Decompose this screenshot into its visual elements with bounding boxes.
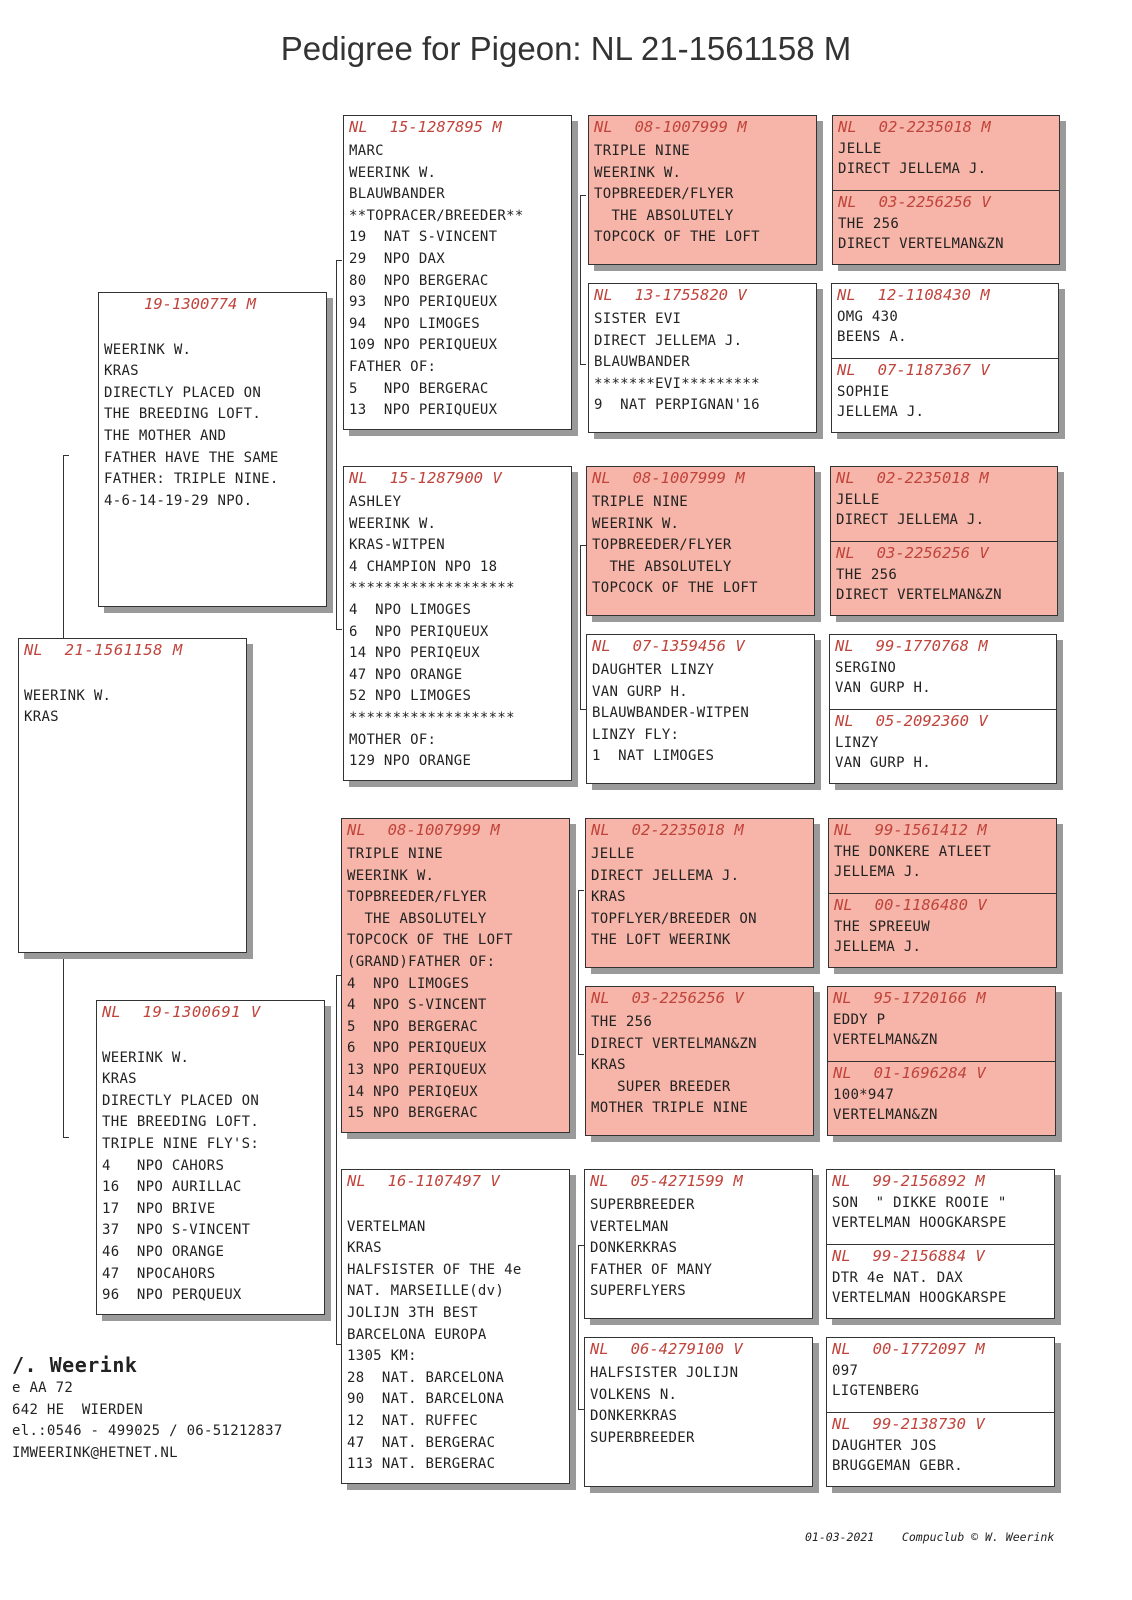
card-line: THE LOFT WEERINK: [591, 932, 731, 949]
ring-number: 12-1108430 M: [877, 286, 990, 304]
card-line: (GRAND)FATHER OF:: [347, 953, 496, 970]
card-line: MOTHER TRIPLE NINE: [591, 1100, 749, 1117]
card-line: 4 NPO S-VINCENT: [347, 997, 487, 1014]
card-line: *******************: [349, 580, 515, 597]
country-code: NL: [594, 118, 613, 136]
card-line: TOPBREEDER/FLYER: [594, 186, 734, 203]
gen4-card-3: [586, 466, 815, 616]
card-line: BEENS A.: [837, 329, 907, 345]
country-code: NL: [347, 1172, 366, 1190]
gen4-card-2: [588, 283, 817, 433]
ring-number: 95-1720166 M: [873, 989, 986, 1007]
card-line: SUPERBREEDER: [590, 1429, 695, 1446]
card-line: 46 NPO ORANGE: [102, 1243, 225, 1260]
card-line: 93 NPO PERIQUEUX: [349, 294, 498, 311]
card-line: LINZY FLY:: [592, 726, 680, 743]
card-line: OMG 430: [837, 309, 899, 325]
card-line: WEERINK W.: [594, 164, 682, 181]
gen5-pair-3: [830, 466, 1058, 616]
card-line: 1305 KM:: [347, 1348, 417, 1365]
card-line: VERTELMAN&ZN: [833, 1107, 938, 1123]
card-line: 15 NPO BERGERAC: [347, 1105, 478, 1122]
card-line: 13 NPO PERIQUEUX: [349, 402, 498, 419]
card-line: NAT. MARSEILLE(dv): [347, 1283, 505, 1300]
card-line: DIRECT JELLEMA J.: [594, 332, 743, 349]
card-line: 52 NPO LIMOGES: [349, 688, 472, 705]
card-line: 6 NPO PERIQUEUX: [349, 623, 489, 640]
gen5-pair-7: [826, 1169, 1055, 1319]
country-code: NL: [347, 821, 366, 839]
card-line: 29 NPO DAX: [349, 250, 446, 267]
card-line: 16 NPO AURILLAC: [102, 1179, 242, 1196]
card-line: SISTER EVI: [594, 311, 682, 327]
dam-entry: [833, 190, 1059, 263]
card-line: THE MOTHER AND: [104, 427, 227, 444]
card-line: JELLEMA J.: [834, 939, 922, 955]
card-line: JELLEMA J.: [837, 404, 925, 420]
country-code: NL: [832, 1247, 851, 1265]
country-code: NL: [835, 637, 854, 655]
card-line: KRAS: [591, 889, 626, 906]
card-line: 4 NPO LIMOGES: [347, 975, 470, 992]
gen4-card-4: [586, 634, 815, 784]
card-line: TOPCOCK OF THE LOFT: [347, 932, 513, 949]
card-line: TOPBREEDER/FLYER: [592, 537, 732, 554]
card-line: SUPER BREEDER: [591, 1078, 731, 1095]
country-code: NL: [349, 469, 368, 487]
card-line: DIRECTLY PLACED ON: [104, 384, 262, 401]
card-line: THE DONKERE ATLEET: [834, 844, 992, 860]
card-line: 4 NPO LIMOGES: [349, 601, 472, 618]
ring-number: 13-1755820 V: [634, 286, 747, 304]
card-line: FATHER: TRIPLE NINE.: [104, 471, 279, 488]
card-line: [104, 318, 326, 340]
card-line: DIRECTLY PLACED ON: [102, 1092, 260, 1109]
card-line: 100*947: [833, 1087, 895, 1103]
card-line: WEERINK W.: [24, 687, 112, 704]
card-line: el.:0546 - 499025 / 06-51212837: [12, 1423, 283, 1440]
card-line: LINZY: [835, 735, 879, 751]
card-line: 17 NPO BRIVE: [102, 1200, 216, 1217]
card-line: WEERINK W.: [349, 515, 437, 532]
country-code: NL: [836, 544, 855, 562]
card-line: BRUGGEMAN GEBR.: [832, 1458, 963, 1474]
gen4-card-1: [588, 115, 817, 265]
card-line: *******************: [349, 709, 515, 726]
ring-number: 01-1696284 V: [873, 1064, 986, 1082]
gen4-card-8: [584, 1337, 813, 1487]
card-line: 94 NPO LIMOGES: [349, 315, 480, 332]
country-code: NL: [836, 469, 855, 487]
card-line: MARC: [349, 143, 384, 159]
gen3-card-2: [343, 466, 572, 781]
sire-entry: [829, 819, 1056, 893]
card-line: SUPERFLYERS: [590, 1283, 687, 1300]
father-card: [98, 292, 327, 607]
footer-credit: 01-03-2021 Compuclub © W. Weerink: [805, 1530, 1055, 1544]
country-code: NL: [102, 1003, 121, 1021]
connector-gen3-3: [578, 890, 584, 1055]
mother-card: [96, 1000, 325, 1315]
card-line: VAN GURP H.: [835, 680, 932, 696]
country-code: NL: [838, 193, 857, 211]
ring-number: 05-2092360 V: [875, 712, 988, 730]
card-line: **TOPRACER/BREEDER**: [349, 207, 524, 224]
card-line: THE 256: [838, 216, 900, 232]
card-line: LIGTENBERG: [832, 1383, 920, 1399]
sire-entry: [830, 635, 1056, 709]
card-line: BLAUWBANDER-WITPEN: [592, 705, 750, 722]
ring-number: 03-2256256 V: [876, 544, 989, 562]
country-code: NL: [591, 989, 610, 1007]
card-line: 37 NPO S-VINCENT: [102, 1222, 251, 1239]
ring-number: 99-2156892 M: [872, 1172, 985, 1190]
sire-entry: [832, 284, 1058, 358]
card-line: FATHER HAVE THE SAME: [104, 449, 279, 466]
country-code: NL: [838, 118, 857, 136]
card-line: 4 CHAMPION NPO 18: [349, 558, 498, 575]
sire-entry: [828, 987, 1055, 1061]
ring-number: 05-4271599 M: [630, 1172, 743, 1190]
gen5-pair-2: [831, 283, 1059, 433]
gen4-card-5: [585, 818, 814, 968]
ring-number: 19-1300691 V: [142, 1003, 261, 1021]
ring-number: 02-2235018 M: [876, 469, 989, 487]
card-line: HALFSISTER JOLIJN: [590, 1365, 739, 1381]
card-line: THE SPREEUW: [834, 919, 931, 935]
card-line: DONKERKRAS: [590, 1240, 678, 1257]
card-line: 6 NPO PERIQUEUX: [347, 1040, 487, 1057]
card-line: BLAUWBANDER: [349, 186, 446, 203]
card-line: SOPHIE: [837, 384, 890, 400]
card-line: THE ABSOLUTELY: [592, 558, 732, 575]
card-line: WEERINK W.: [102, 1049, 190, 1066]
card-line: DIRECT VERTELMAN&ZN: [591, 1035, 757, 1052]
card-line: 96 NPO PERQUEUX: [102, 1287, 242, 1304]
card-line: THE BREEDING LOFT.: [102, 1114, 260, 1131]
card-line: BLAUWBANDER: [594, 354, 691, 371]
card-line: SON " DIKKE ROOIE ": [832, 1195, 1007, 1211]
country-code: NL: [832, 1172, 851, 1190]
card-line: THE 256: [591, 1014, 653, 1030]
country-code: NL: [590, 1340, 609, 1358]
card-line: DAUGHTER JOS: [832, 1438, 937, 1454]
card-line: WEERINK W.: [104, 341, 192, 358]
card-line: JELLE: [838, 141, 882, 157]
card-line: DIRECT VERTELMAN&ZN: [836, 587, 1002, 603]
country-code: NL: [24, 641, 43, 659]
ring-number: 00-1772097 M: [872, 1340, 985, 1358]
ring-number: 99-2138730 V: [872, 1415, 985, 1433]
card-line: KRAS: [104, 363, 139, 380]
card-line: FATHER OF MANY: [590, 1261, 713, 1278]
card-line: DIRECT VERTELMAN&ZN: [838, 236, 1004, 252]
ring-number: 00-1186480 V: [874, 896, 987, 914]
country-code: NL: [833, 1064, 852, 1082]
card-line: FATHER OF:: [349, 358, 437, 375]
ring-number: 99-1770768 M: [875, 637, 988, 655]
card-line: 642 HE WIERDEN: [12, 1401, 143, 1418]
ring-number: 16-1107497 V: [387, 1172, 500, 1190]
card-line: VOLKENS N.: [590, 1386, 678, 1403]
ring-number: 21-1561158 M: [64, 641, 183, 659]
card-line: THE 256: [836, 567, 898, 583]
card-line: WEERINK W.: [349, 164, 437, 181]
card-line: 90 NAT. BARCELONA: [347, 1391, 505, 1408]
card-line: WEERINK W.: [592, 515, 680, 532]
card-line: IMWEERINK@HETNET.NL: [12, 1444, 178, 1461]
gen3-card-4: [341, 1169, 570, 1484]
card-line: 109 NPO PERIQUEUX: [349, 337, 498, 354]
dam-entry: [827, 1244, 1054, 1317]
ring-number: 02-2235018 M: [878, 118, 991, 136]
ring-number: 15-1287900 V: [389, 469, 502, 487]
ring-number: 03-2256256 V: [631, 989, 744, 1007]
country-code: NL: [592, 469, 611, 487]
country-code: NL: [592, 637, 611, 655]
card-line: VERTELMAN&ZN: [833, 1032, 938, 1048]
card-line: 80 NPO BERGERAC: [349, 272, 489, 289]
card-line: BARCELONA EUROPA: [347, 1326, 487, 1343]
gen3-card-1: [343, 115, 572, 430]
country-code: NL: [832, 1415, 851, 1433]
card-line: VERTELMAN HOOGKARSPE: [832, 1215, 1007, 1231]
card-line: TOPCOCK OF THE LOFT: [592, 580, 758, 597]
card-line: DTR 4e NAT. DAX: [832, 1270, 963, 1286]
ring-number: 15-1287895 M: [389, 118, 502, 136]
card-line: [24, 664, 246, 686]
card-line: JELLE: [591, 846, 635, 862]
card-line: TRIPLE NINE: [347, 846, 444, 862]
card-line: VAN GURP H.: [835, 755, 932, 771]
card-line: JELLE: [836, 492, 880, 508]
card-line: [102, 1026, 324, 1048]
card-line: 19 NAT S-VINCENT: [349, 229, 498, 246]
card-line: 14 NPO PERIQEUX: [349, 645, 480, 662]
sire-entry: [833, 116, 1059, 190]
country-code: NL: [590, 1172, 609, 1190]
dam-entry: [827, 1412, 1054, 1485]
ring-number: 06-4279100 V: [630, 1340, 743, 1358]
card-line: DAUGHTER LINZY: [592, 662, 715, 678]
country-code: NL: [594, 286, 613, 304]
card-line: 5 NPO BERGERAC: [347, 1018, 478, 1035]
dam-entry: [829, 893, 1056, 966]
card-line: 1 NAT LIMOGES: [592, 748, 715, 765]
gen5-pair-4: [829, 634, 1057, 784]
card-line: 28 NAT. BARCELONA: [347, 1369, 505, 1386]
card-line: THE ABSOLUTELY: [347, 910, 487, 927]
card-line: KRAS: [347, 1240, 382, 1257]
card-line: TRIPLE NINE: [592, 494, 689, 510]
card-line: TRIPLE NINE FLY'S:: [102, 1135, 260, 1152]
card-line: KRAS-WITPEN: [349, 537, 446, 554]
card-line: KRAS: [591, 1057, 626, 1074]
card-line: 4-6-14-19-29 NPO.: [104, 492, 253, 509]
card-line: [347, 1195, 569, 1217]
card-line: VAN GURP H.: [592, 683, 689, 700]
ring-number: 08-1007999 M: [634, 118, 747, 136]
card-line: DIRECT JELLEMA J.: [838, 161, 987, 177]
sire-entry: [827, 1170, 1054, 1244]
country-code: NL: [837, 361, 856, 379]
card-line: MOTHER OF:: [349, 731, 437, 748]
card-line: VERTELMAN: [347, 1218, 426, 1235]
country-code: NL: [833, 989, 852, 1007]
ring-number: 07-1359456 V: [632, 637, 745, 655]
dam-entry: [830, 709, 1056, 782]
page-title: Pedigree for Pigeon: NL 21-1561158 M: [280, 30, 852, 67]
card-line: WEERINK W.: [347, 867, 435, 884]
card-line: TOPCOCK OF THE LOFT: [594, 229, 760, 246]
sire-entry: [831, 467, 1057, 541]
ring-number: 99-2156884 V: [872, 1247, 985, 1265]
card-line: KRAS: [24, 709, 59, 726]
card-line: 14 NPO PERIQEUX: [347, 1083, 478, 1100]
card-line: 47 NPO ORANGE: [349, 666, 463, 683]
card-line: 9 NAT PERPIGNAN'16: [594, 397, 760, 414]
ring-number: 08-1007999 M: [632, 469, 745, 487]
gen4-card-6: [585, 986, 814, 1136]
country-code: NL: [832, 1340, 851, 1358]
ring-number: 08-1007999 M: [387, 821, 500, 839]
owner-address: [12, 1352, 283, 1464]
card-line: TOPBREEDER/FLYER: [347, 889, 487, 906]
country-code: NL: [834, 896, 853, 914]
country-code: NL: [834, 821, 853, 839]
card-line: ASHLEY: [349, 494, 402, 510]
card-line: HALFSISTER OF THE 4e: [347, 1261, 522, 1278]
ring-number: 99-1561412 M: [874, 821, 987, 839]
gen5-pair-6: [827, 986, 1056, 1136]
ring-number: 07-1187367 V: [877, 361, 990, 379]
card-line: 097: [832, 1363, 859, 1379]
card-line: JELLEMA J.: [834, 864, 922, 880]
dam-entry: [832, 358, 1058, 431]
country-code: NL: [591, 821, 610, 839]
card-line: EDDY P: [833, 1012, 886, 1028]
dam-entry: [828, 1061, 1055, 1134]
card-line: SUPERBREEDER: [590, 1197, 695, 1213]
card-line: 113 NAT. BERGERAC: [347, 1456, 496, 1473]
card-line: 5 NPO BERGERAC: [349, 380, 489, 397]
gen5-pair-8: [826, 1337, 1055, 1487]
connector-gen3-1: [580, 195, 586, 365]
card-line: THE BREEDING LOFT.: [104, 406, 262, 423]
card-line: 47 NPOCAHORS: [102, 1265, 216, 1282]
gen5-pair-1: [832, 115, 1060, 265]
gen5-pair-5: [828, 818, 1057, 968]
connector-father-parents: [336, 260, 342, 630]
card-line: 129 NPO ORANGE: [349, 753, 472, 770]
owner-name: /. Weerink: [12, 1353, 138, 1377]
dam-entry: [831, 541, 1057, 614]
card-line: KRAS: [102, 1071, 137, 1088]
card-line: 13 NPO PERIQUEUX: [347, 1061, 487, 1078]
country-code: NL: [349, 118, 368, 136]
country-code: NL: [835, 712, 854, 730]
card-line: DONKERKRAS: [590, 1408, 678, 1425]
card-line: VERTELMAN: [590, 1218, 669, 1235]
card-line: 4 NPO CAHORS: [102, 1157, 225, 1174]
card-line: VERTELMAN HOOGKARSPE: [832, 1290, 1007, 1306]
ring-number: 19-1300774 M: [144, 295, 256, 313]
ring-number: 02-2235018 M: [631, 821, 744, 839]
card-line: 12 NAT. RUFFEC: [347, 1412, 478, 1429]
card-line: THE ABSOLUTELY: [594, 207, 734, 224]
card-line: DIRECT JELLEMA J.: [591, 867, 740, 884]
card-line: TRIPLE NINE: [594, 143, 691, 159]
card-line: *******EVI*********: [594, 375, 760, 392]
country-code: NL: [837, 286, 856, 304]
gen4-card-7: [584, 1169, 813, 1319]
subject-pigeon-card: [18, 638, 247, 953]
gen3-card-3: [341, 818, 570, 1133]
card-line: JOLIJN 3TH BEST: [347, 1304, 478, 1321]
card-line: TOPFLYER/BREEDER ON: [591, 910, 757, 927]
card-line: e AA 72: [12, 1380, 74, 1396]
card-line: 47 NAT. BERGERAC: [347, 1434, 496, 1451]
card-line: DIRECT JELLEMA J.: [836, 512, 985, 528]
card-line: SERGINO: [835, 660, 897, 676]
ring-number: 03-2256256 V: [878, 193, 991, 211]
sire-entry: [827, 1338, 1054, 1412]
